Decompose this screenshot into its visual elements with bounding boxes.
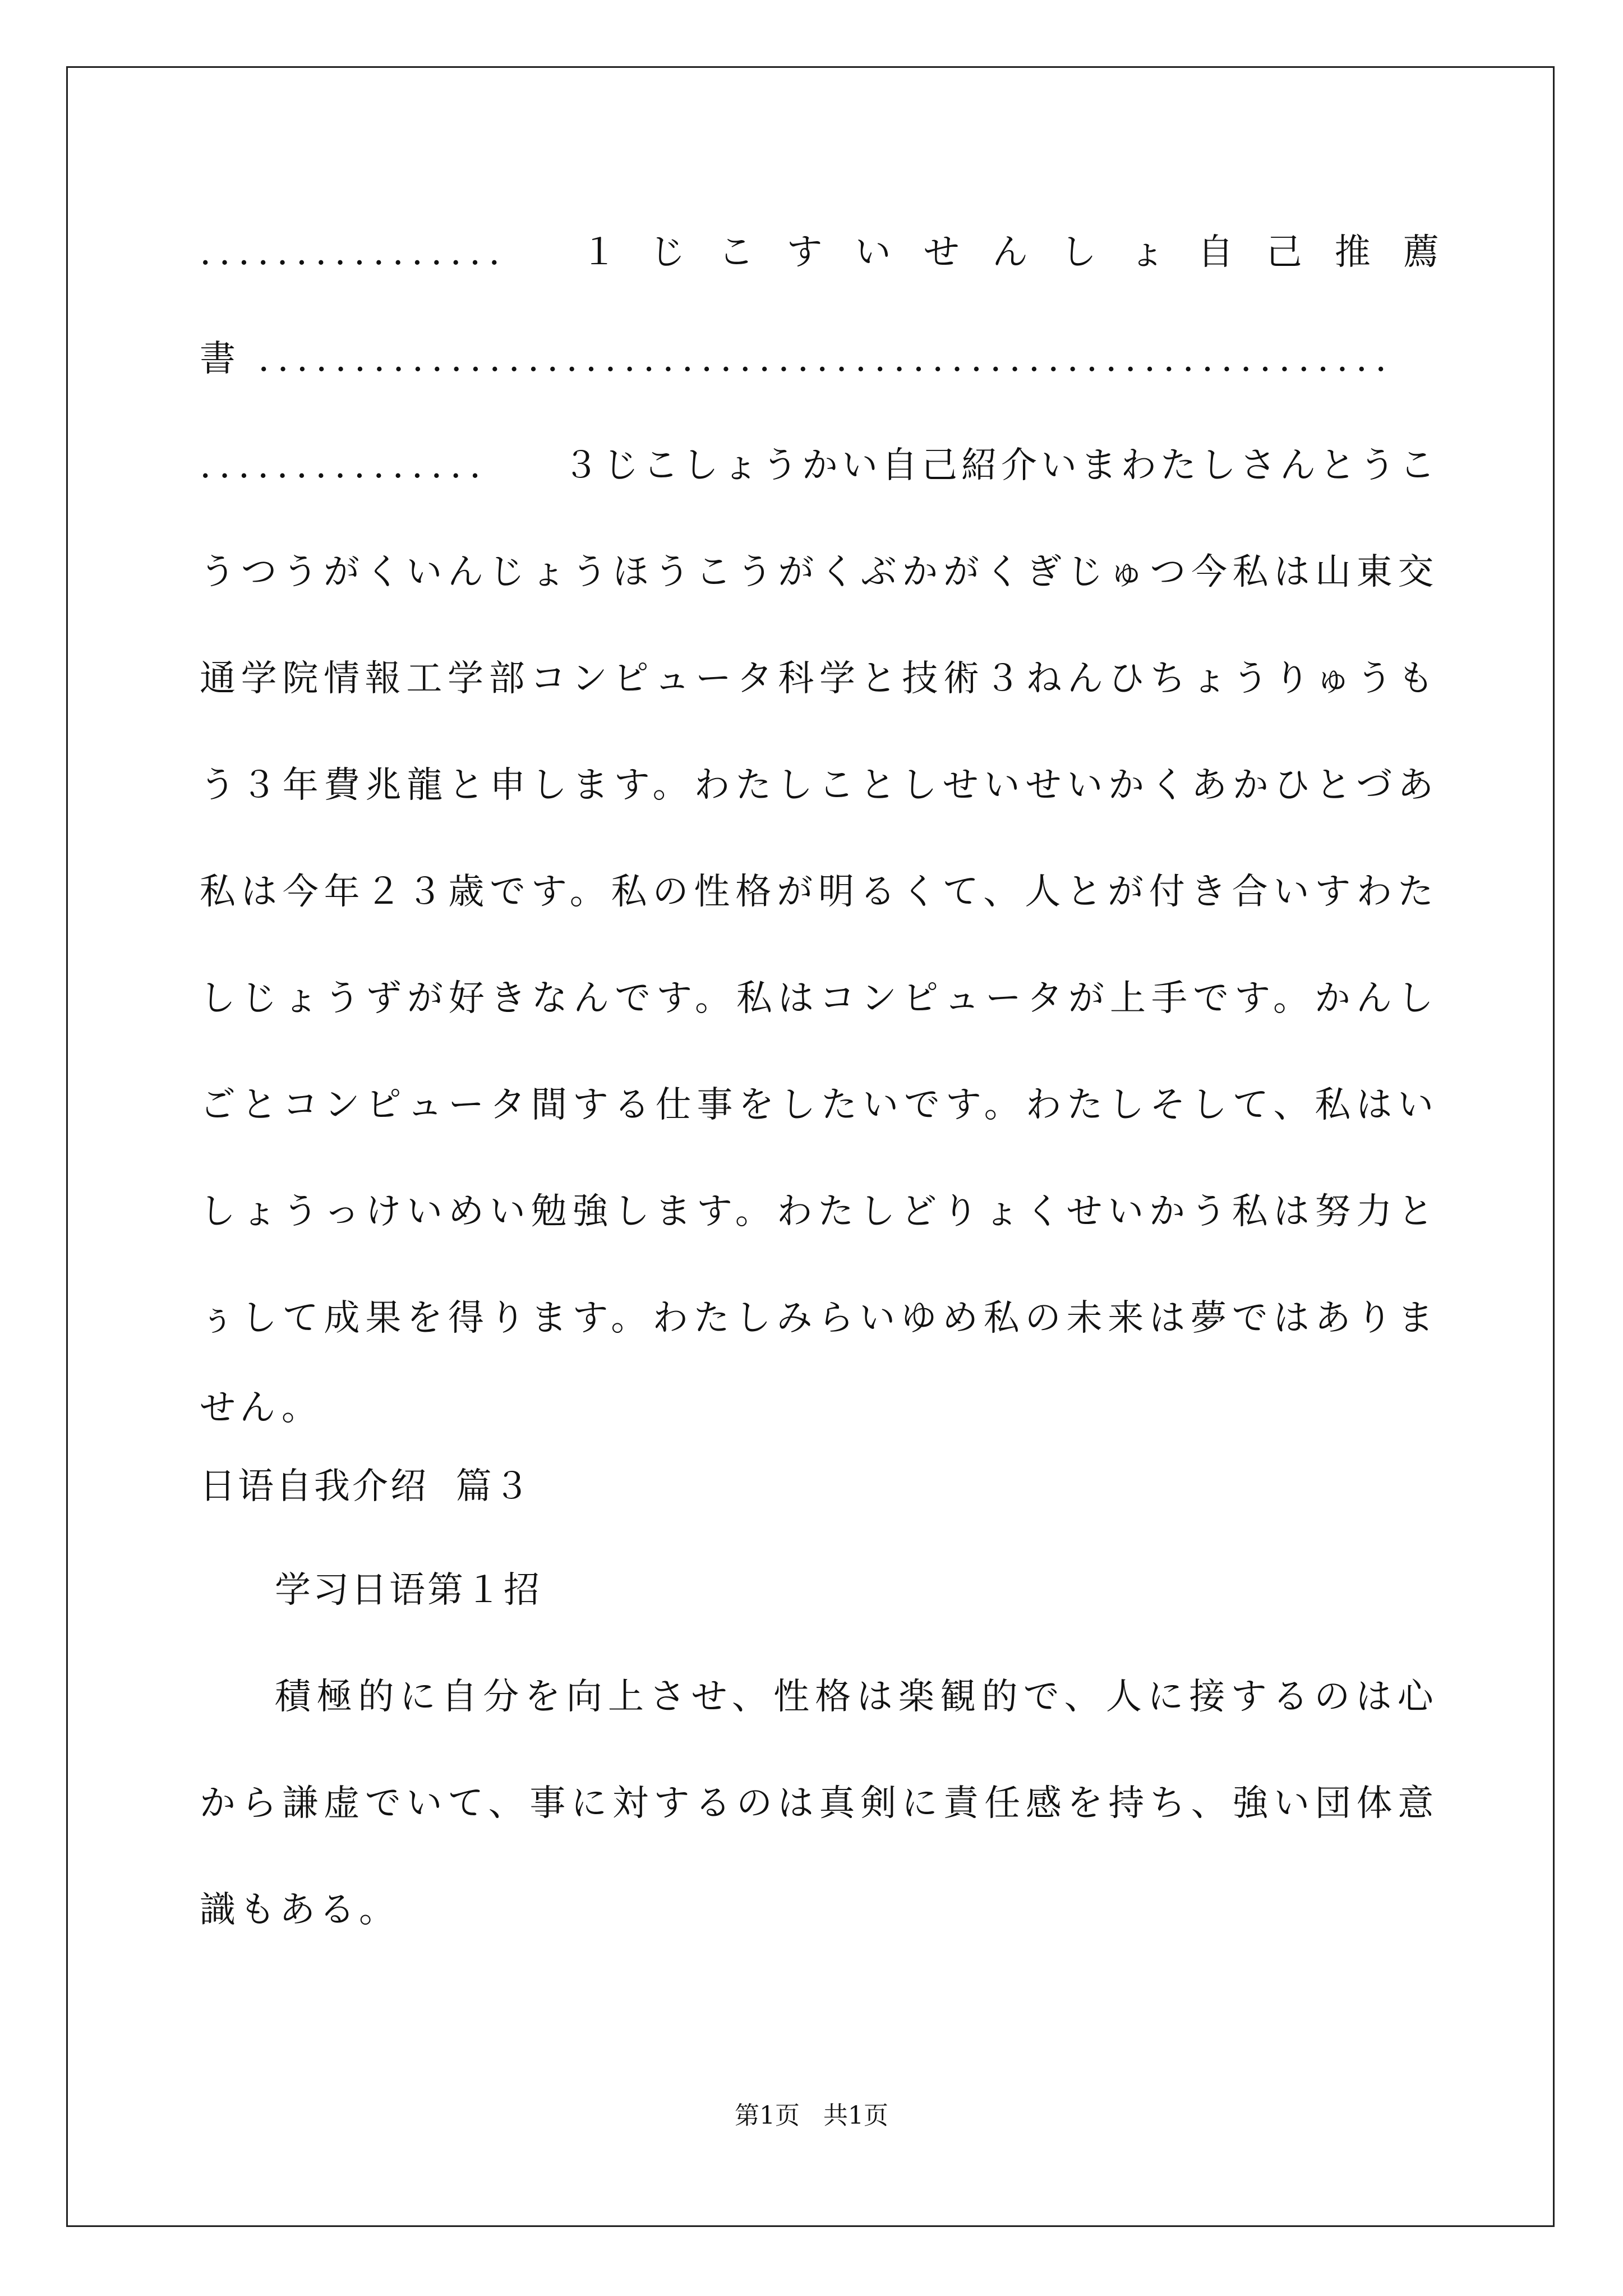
section-heading: 日语自我介绍 篇３ [200,1466,532,1507]
toc-title-char: 推 [1334,232,1371,273]
toc-title-char: 薦 [1403,232,1439,273]
toc-line-1 [200,199,1439,306]
document-body [200,199,1439,1963]
body-line: せん。 [200,1387,321,1429]
toc-title-char: こ [718,232,754,273]
body-line: う３年費兆龍と申します。わたしことしせいせいかくあかひとづあ [200,765,1439,806]
subheading: 学习日语第１招 [275,1570,542,1611]
toc-title-char: 己 [1266,232,1302,273]
toc-dot-leader: ............... [200,445,489,486]
body-line: 私は今年２３歳です。私の性格が明るくて、人とが付き合いすわた [200,871,1439,913]
body-line: うつうがくいんじょうほうこうがくぶかがくぎじゅつ今私は山東交 [200,551,1439,593]
body-line: しょうっけいめい勉強します。わたしどりょくせいかう私は努力と [200,1191,1439,1232]
body-line: しじょうずが好きなんです。私はコンピュータが上手です。かんし [200,978,1439,1019]
toc-entry-title-end: 書 [200,338,236,380]
toc-line-2 [200,306,1439,412]
toc-title-char: 自 [1197,232,1234,273]
toc-entry-text: ３じこしょうかい自己紹介いまわたしさんとうこ [563,445,1439,486]
toc-line-3 [200,412,1439,519]
paragraph-line: 積極的に自分を向上させ、性格は楽観的で、人に接するのは心 [275,1676,1439,1718]
paragraph [200,1644,1439,1963]
toc-title-char: じ [649,232,686,273]
paragraph-line: から謙虚でいて、事に対するのは真剣に責任感を持ち、強い団体意 [200,1783,1439,1824]
toc-title-char: す [786,232,823,273]
body-line: ごとコンピュータ間する仕事をしたいです。わたしそして、私はい [200,1084,1439,1126]
paragraph-line: 識もある。 [200,1889,399,1931]
toc-title-char: し [1061,232,1097,273]
toc-title-char: ん [992,232,1028,273]
toc-title-char: １ [581,232,617,273]
toc-entry-title [581,199,1439,306]
body-line: 通学院情報工学部コンピュータ科学と技術３ねんひちょうりゅうも [200,658,1439,700]
body-line: ぅして成果を得ります。わたしみらいゆめ私の未来は夢ではありま [200,1297,1439,1339]
page-footer: 第1页 共1页 [735,2101,888,2130]
toc-title-char: ょ [1129,232,1165,273]
toc-title-char: い [855,232,891,273]
toc-dot-leader: ........................................................... [258,338,1395,380]
toc-dot-leader: ................ [200,232,508,273]
toc-title-char: せ [923,232,960,273]
